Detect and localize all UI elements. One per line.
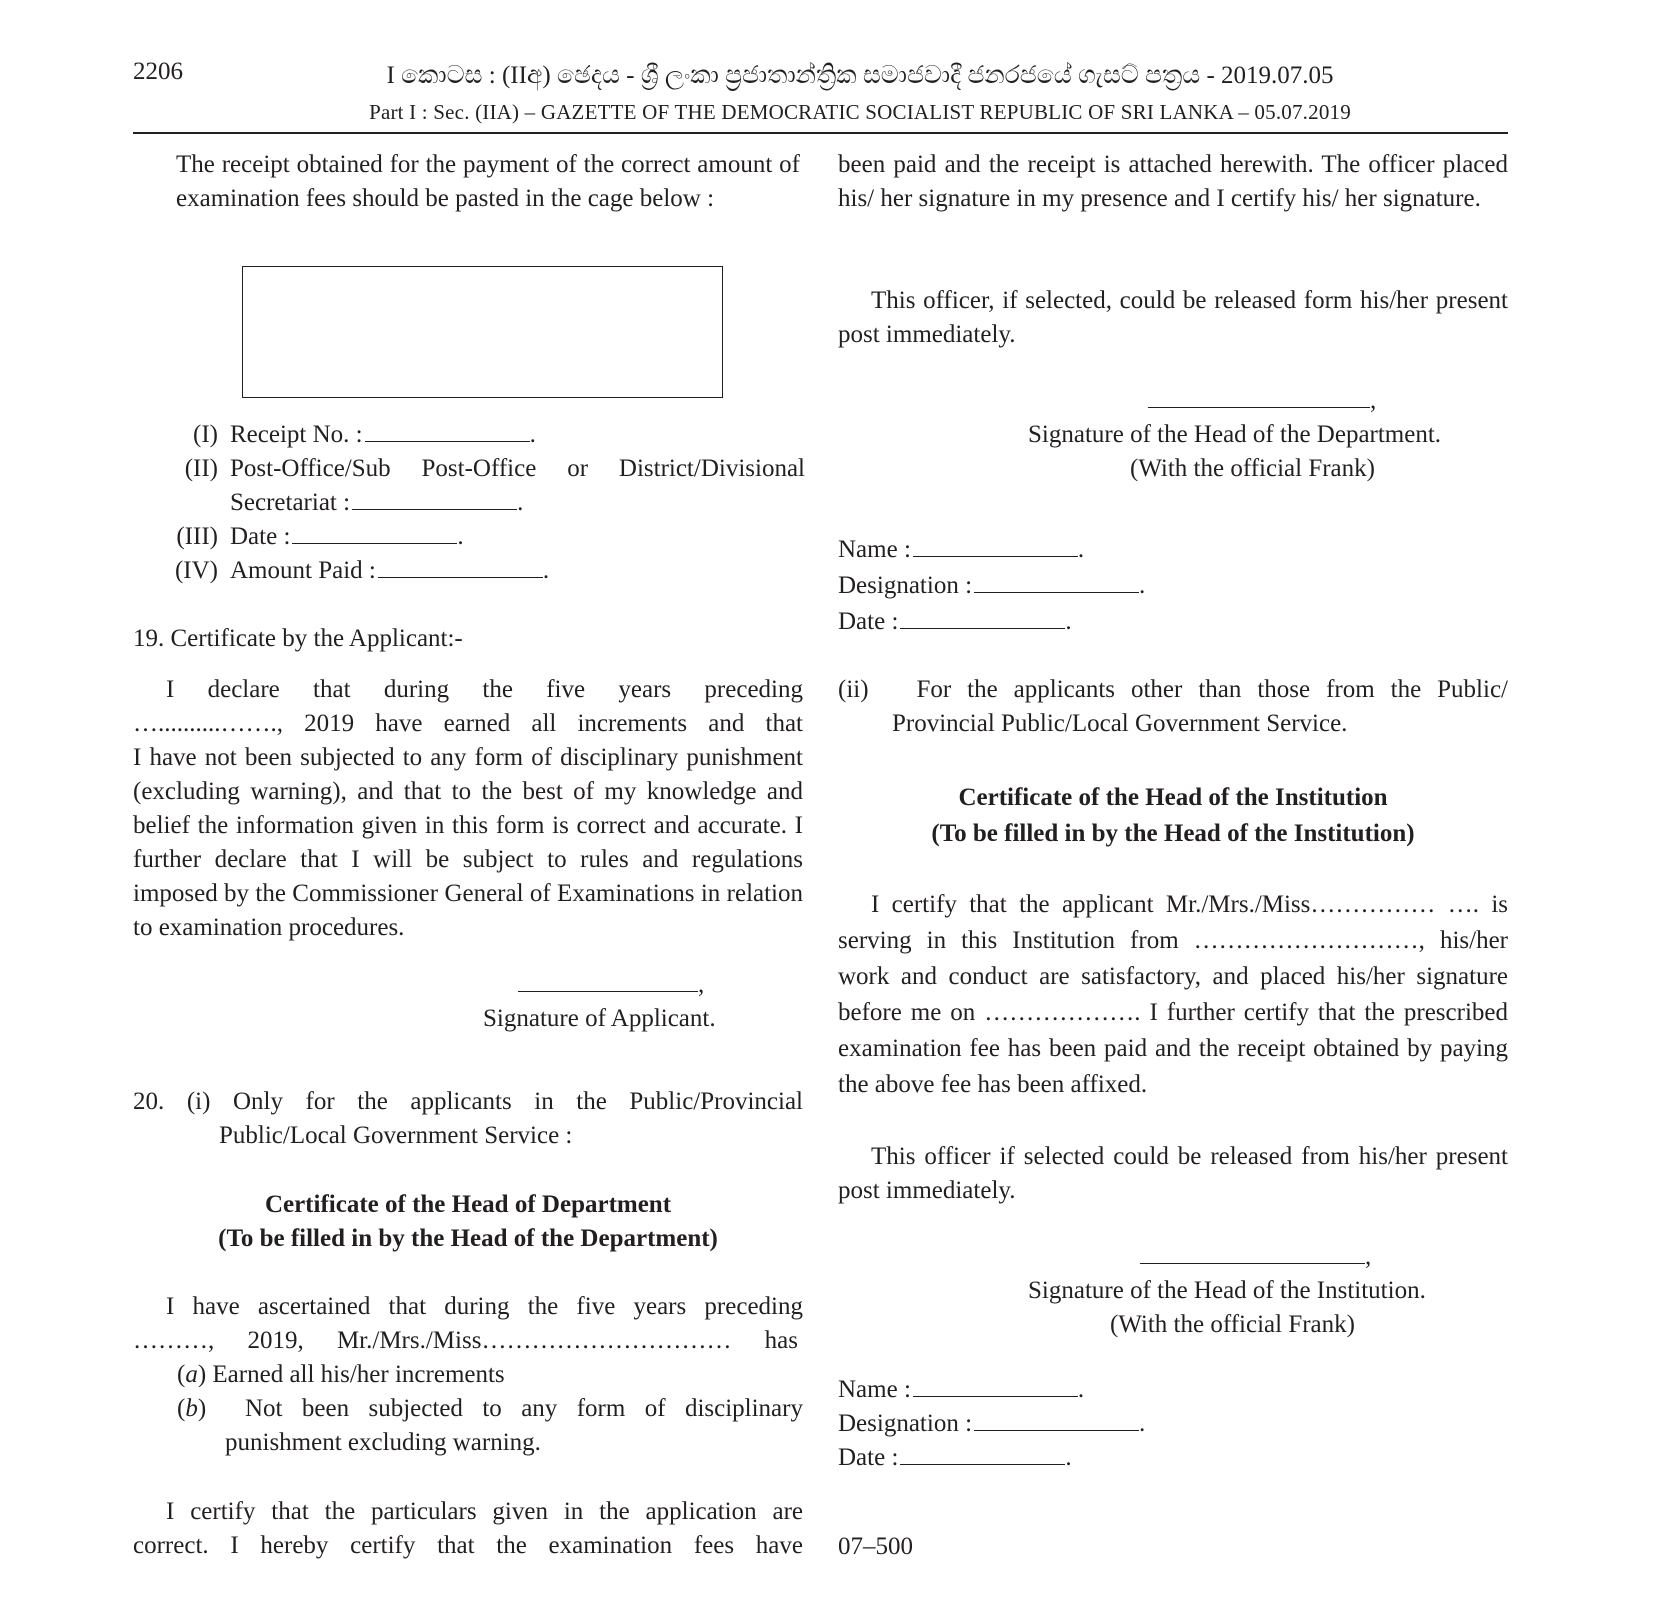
inst-name-blank[interactable]: [913, 1378, 1078, 1397]
inst-signature-frank: (With the official Frank): [1110, 1311, 1355, 1338]
dept-fields: Name : . Designation : . Date : .: [838, 536, 1146, 635]
inst-cert-heading: [838, 780, 1508, 852]
receipt-date-blank[interactable]: [292, 525, 457, 544]
dept-date-blank[interactable]: [900, 610, 1065, 629]
dept-signature-frank: (With the official Frank): [1130, 455, 1375, 482]
dept-cert-subtitle: (To be filled in by the Head of the Department): [218, 1225, 718, 1252]
inst-fields: Name : . Designation : . Date : .: [838, 1376, 1146, 1471]
receipt-no-blank[interactable]: [365, 423, 530, 442]
applicant-signature: , Signature of Applicant.: [133, 968, 803, 1036]
dept-name-blank[interactable]: [913, 538, 1078, 557]
dept-release-text: This officer, if selected, could be released form his/her present post immediately.: [838, 287, 1508, 348]
header-divider: [133, 132, 1508, 134]
header-english-title: Part I : Sec. (IIA) – GAZETTE OF THE DEMOCRATIC SOCIALIST REPUBLIC OF SRI LANKA – 05.07.2019: [369, 100, 1351, 124]
section-20-intro: 20. (i) Only for the applicants in the Public/Provincial Public/Local Government Service :: [133, 1088, 803, 1149]
dept-cert-continued: been paid and the receipt is attached herewith. The officer placed his/ her signature in my presence and I certify his/ her signature.: [838, 151, 1508, 212]
applicant-signature-label: Signature of Applicant.: [483, 1005, 716, 1032]
amount-paid-blank[interactable]: [378, 559, 543, 578]
dept-signature: , Signature of the Head of the Department. (With the official Frank): [838, 384, 1508, 486]
page-number: 2206: [133, 58, 183, 85]
inst-signature-label: Signature of the Head of the Institution.: [1028, 1277, 1426, 1304]
inst-date-blank[interactable]: [900, 1446, 1065, 1465]
inst-cert-title: Certificate of the Head of the Institution: [958, 784, 1388, 811]
inst-cert-text: I certify that the applicant Mr./Mrs./Miss…………… …. is serving in this Institution from ………………………, his/her work and conduct are satisfactory, and placed his/her signature before me on ………………. I further certify that the prescribed examination fee has been paid and the receipt obtained by paying the above fee has been affixed.: [838, 891, 1508, 1098]
post-office-blank[interactable]: [352, 491, 517, 510]
dept-cert-text: I have ascertained that during the five years preceding ………, 2019, Mr./Mrs./Miss………………………… has (a) Earned all his/her increments (b) Not been subjected to any form of disciplinary punishment excluding warning.: [133, 1293, 803, 1456]
applicant-signature-line[interactable]: [518, 969, 698, 992]
section-19-text: I declare that during the five years preceding …..........……., 2019 have earned all increments and that I have not been subjected to any form of disciplinary punishment (excluding warning), and that to the best of my knowledge and belief the information given in this form is correct and accurate. I further declare that I will be subject to rules and regulations imposed by the Commissioner General of Examinations in relation to examination procedures.: [133, 676, 803, 941]
dept-cert-title: Certificate of the Head of Department: [264, 1191, 672, 1218]
dept-signature-label: Signature of the Head of the Department.: [1028, 421, 1442, 448]
inst-signature: , Signature of the Head of the Institution. (With the official Frank): [838, 1240, 1508, 1342]
inst-designation-blank[interactable]: [974, 1412, 1139, 1431]
dept-signature-line[interactable]: [1148, 385, 1370, 408]
inst-release-text: This officer if selected could be released from his/her present post immediately.: [838, 1143, 1508, 1204]
dept-cert-heading: [133, 1188, 803, 1256]
header-sinhala-title: I කොටස : (IIඅ) ඡෙදය - ශ්‍රී ලංකා ප්‍රජාතාන්ත්‍රික සමාජවාදී ජනරජයේ ගැසට් පත්‍රය - 2019.07.05: [386, 62, 1334, 89]
inst-signature-line[interactable]: [1140, 1241, 1365, 1264]
dept-certify-text: I certify that the particulars given in the application are correct. I hereby certify that the examination fees have: [133, 1498, 803, 1559]
footer-code: 07–500: [838, 1533, 913, 1560]
section-20-ii: (ii) For the applicants other than those from the Public/ Provincial Public/Local Government Service.: [838, 676, 1508, 737]
inst-cert-subtitle: (To be filled in by the Head of the Institution): [931, 820, 1415, 847]
section-19-heading: 19. Certificate by the Applicant:-: [133, 625, 463, 652]
receipt-cage: [242, 266, 723, 398]
dept-designation-blank[interactable]: [974, 574, 1139, 593]
receipt-intro: The receipt obtained for the payment of the correct amount of examination fees should be pasted in the cage below :: [176, 151, 800, 212]
